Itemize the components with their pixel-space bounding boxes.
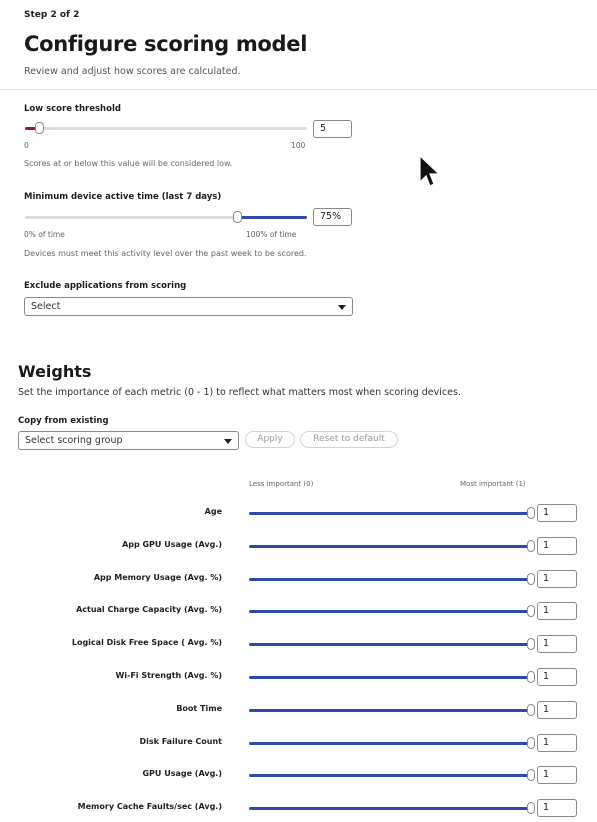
weight-metric-label: App Memory Usage (Avg. %) [93,573,222,582]
weight-slider-track[interactable] [249,774,534,777]
exclude-apps-select[interactable] [24,297,353,316]
apply-button[interactable]: Apply [245,431,295,448]
scale-min-label: Less important (0) [249,480,314,488]
weight-slider-track[interactable] [249,709,534,712]
min-active-min-label: 0% of time [24,230,65,239]
weight-metric-label: App GPU Usage (Avg.) [122,540,222,549]
weight-value-input[interactable]: 1 [537,734,577,752]
weight-value-input[interactable]: 1 [537,635,577,653]
weight-slider-track[interactable] [249,676,534,679]
step-indicator: Step 2 of 2 [24,10,80,20]
weight-metric-label: Logical Disk Free Space ( Avg. %) [71,638,222,647]
weight-metric-label: Boot Time [176,704,222,713]
weight-slider-track[interactable] [249,545,534,548]
weight-slider-track[interactable] [249,578,534,581]
reset-to-default-button[interactable]: Reset to default [300,431,398,448]
weight-metric-label: Disk Failure Count [139,737,222,746]
low-score-slider-handle[interactable] [35,122,44,134]
weight-value-input[interactable]: 1 [537,766,577,784]
weight-slider-track[interactable] [249,807,534,810]
low-score-min-label: 0 [24,141,29,150]
weight-metric-label: Memory Cache Faults/sec (Avg.) [77,802,222,811]
weight-slider-track[interactable] [249,742,534,745]
min-active-help: Devices must meet this activity level over the past week to be scored. [24,249,307,258]
chevron-down-icon [224,439,232,444]
weight-slider-handle[interactable] [527,704,535,716]
min-active-max-label: 100% of time [246,230,297,239]
weight-slider-handle[interactable] [527,737,535,749]
weight-slider-track[interactable] [249,512,534,515]
weight-value-input[interactable]: 1 [537,504,577,522]
min-active-slider-fill [237,216,308,219]
weight-metric-label: Wi-Fi Strength (Avg. %) [115,671,222,680]
weight-slider-handle[interactable] [527,638,535,650]
weight-metric-label: Age [204,507,222,516]
weight-value-input[interactable]: 1 [537,668,577,686]
scoring-group-select[interactable] [18,431,239,450]
min-active-input[interactable]: 75% [313,208,352,226]
weight-slider-handle[interactable] [527,507,535,519]
weight-slider-handle[interactable] [527,573,535,585]
exclude-apps-label: Exclude applications from scoring [24,281,187,291]
weight-slider-handle[interactable] [527,605,535,617]
weight-value-input[interactable]: 1 [537,570,577,588]
min-active-label: Minimum device active time (last 7 days) [24,192,222,202]
copy-from-label: Copy from existing [18,416,109,426]
weight-slider-track[interactable] [249,643,534,646]
scoring-group-select-value: Select scoring group [25,435,123,446]
page-title: Configure scoring model [24,32,308,56]
weight-value-input[interactable]: 1 [537,799,577,817]
low-score-slider-track[interactable] [25,127,307,130]
scale-max-label: Most important (1) [460,480,526,488]
weights-description: Set the importance of each metric (0 - 1) to reflect what matters most when scoring devices. [18,387,461,398]
exclude-apps-select-value: Select [31,301,61,312]
page-header [0,0,597,90]
weight-slider-handle[interactable] [527,540,535,552]
weight-metric-label: GPU Usage (Avg.) [142,769,222,778]
weight-value-input[interactable]: 1 [537,701,577,719]
weight-slider-handle[interactable] [527,671,535,683]
low-score-max-label: 100 [291,141,306,150]
weight-slider-handle[interactable] [527,769,535,781]
weight-slider-track[interactable] [249,610,534,613]
page-subtitle: Review and adjust how scores are calculated. [24,66,241,77]
weight-slider-handle[interactable] [527,802,535,814]
mouse-cursor-icon [418,154,442,188]
weight-value-input[interactable]: 1 [537,537,577,555]
low-score-input[interactable]: 5 [313,120,352,138]
chevron-down-icon [338,305,346,310]
low-score-help: Scores at or below this value will be considered low. [24,159,233,168]
weight-metric-label: Actual Charge Capacity (Avg. %) [76,605,222,614]
weight-value-input[interactable]: 1 [537,602,577,620]
weights-title: Weights [18,362,92,381]
min-active-slider-handle[interactable] [233,211,242,223]
low-score-label: Low score threshold [24,104,121,114]
